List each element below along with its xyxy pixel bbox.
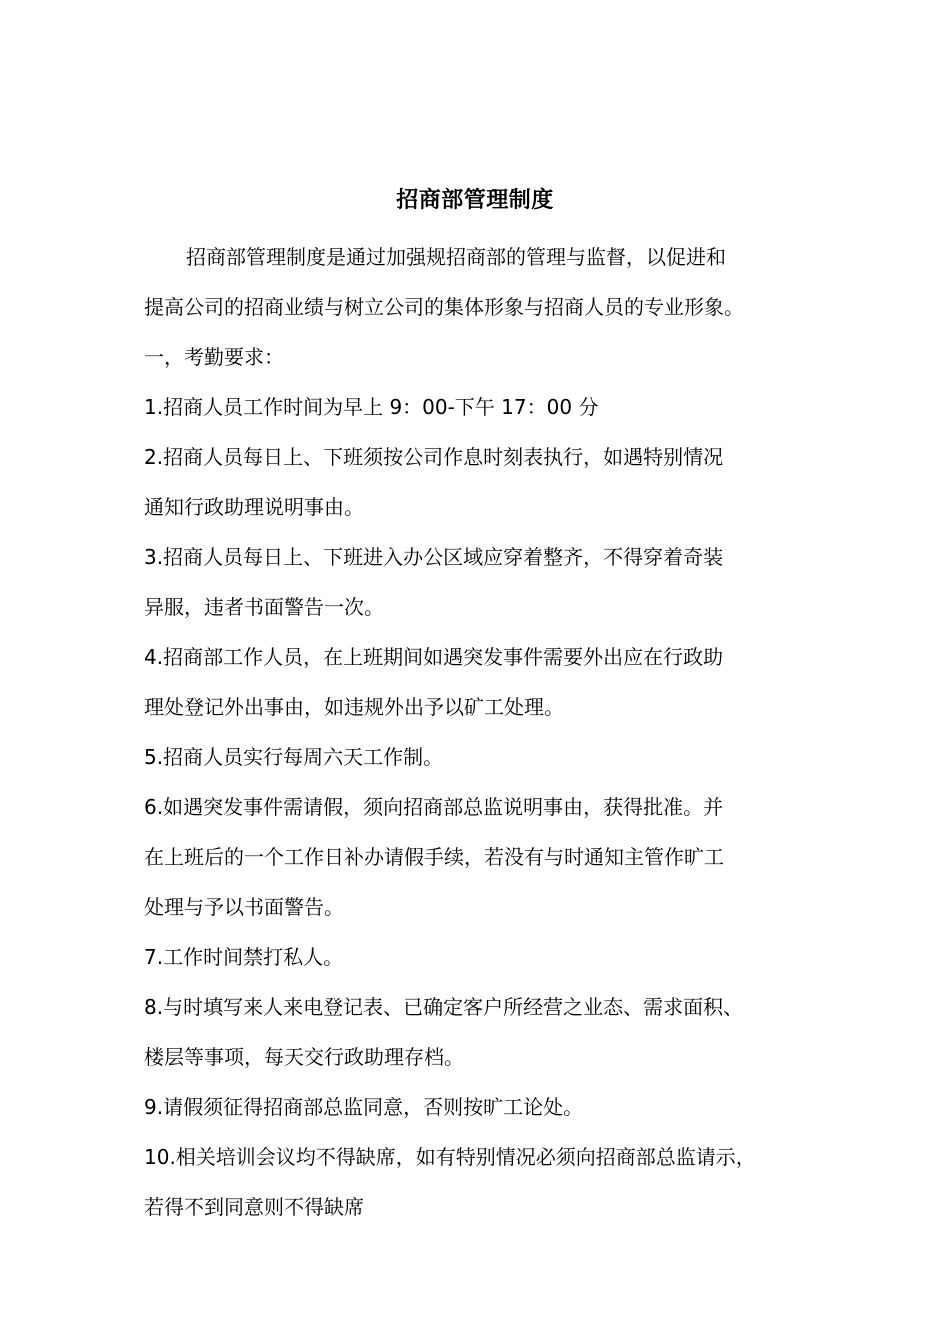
document-title: 招商部管理制度 bbox=[396, 188, 554, 213]
document-body bbox=[144, 232, 824, 1232]
rule-item-6: 6.如遇突发事件需请假，须向招商部总监说明事由，获得批准。并 bbox=[144, 795, 724, 819]
rule-item-3-cont: 异服，违者书面警告一次。 bbox=[144, 595, 384, 619]
rule-item-8: 8.与时填写来人来电登记表、已确定客户所经营之业态、需求面积、 bbox=[144, 995, 744, 1019]
rule-item-4-cont: 理处登记外出事由，如违规外出予以矿工处理。 bbox=[144, 695, 564, 719]
rule-item-9: 9.请假须征得招商部总监同意，否则按旷工论处。 bbox=[144, 1095, 584, 1119]
rule-item-8-cont: 楼层等事项，每天交行政助理存档。 bbox=[144, 1045, 464, 1069]
paragraph-line: 招商部管理制度是通过加强规招商部的管理与监督，以促进和 bbox=[186, 245, 726, 269]
rule-item-6-cont: 在上班后的一个工作日补办请假手续，若没有与时通知主管作旷工 bbox=[144, 845, 724, 869]
rule-item-7: 7.工作时间禁打私人。 bbox=[144, 945, 344, 969]
rule-item-5: 5.招商人员实行每周六天工作制。 bbox=[144, 745, 444, 769]
rule-item-10-cont: 若得不到同意则不得缺席 bbox=[144, 1195, 364, 1219]
rule-item-3: 3.招商人员每日上、下班进入办公区域应穿着整齐，不得穿着奇装 bbox=[144, 545, 724, 569]
rule-item-2-cont: 通知行政助理说明事由。 bbox=[144, 495, 364, 519]
rule-item-2: 2.招商人员每日上、下班须按公司作息时刻表执行，如遇特别情况 bbox=[144, 445, 724, 469]
section-heading: 一，考勤要求： bbox=[144, 345, 284, 369]
rule-item-4: 4.招商部工作人员，在上班期间如遇突发事件需要外出应在行政助 bbox=[144, 645, 724, 669]
rule-item-10: 10.相关培训会议均不得缺席，如有特别情况必须向招商部总监请示， bbox=[144, 1145, 756, 1169]
paragraph-line: 提高公司的招商业绩与树立公司的集体形象与招商人员的专业形象。 bbox=[144, 295, 744, 319]
rule-item-6-cont: 处理与予以书面警告。 bbox=[144, 895, 344, 919]
rule-item-1: 1.招商人员工作时间为早上 9：00-下午 17：00 分 bbox=[144, 395, 599, 419]
